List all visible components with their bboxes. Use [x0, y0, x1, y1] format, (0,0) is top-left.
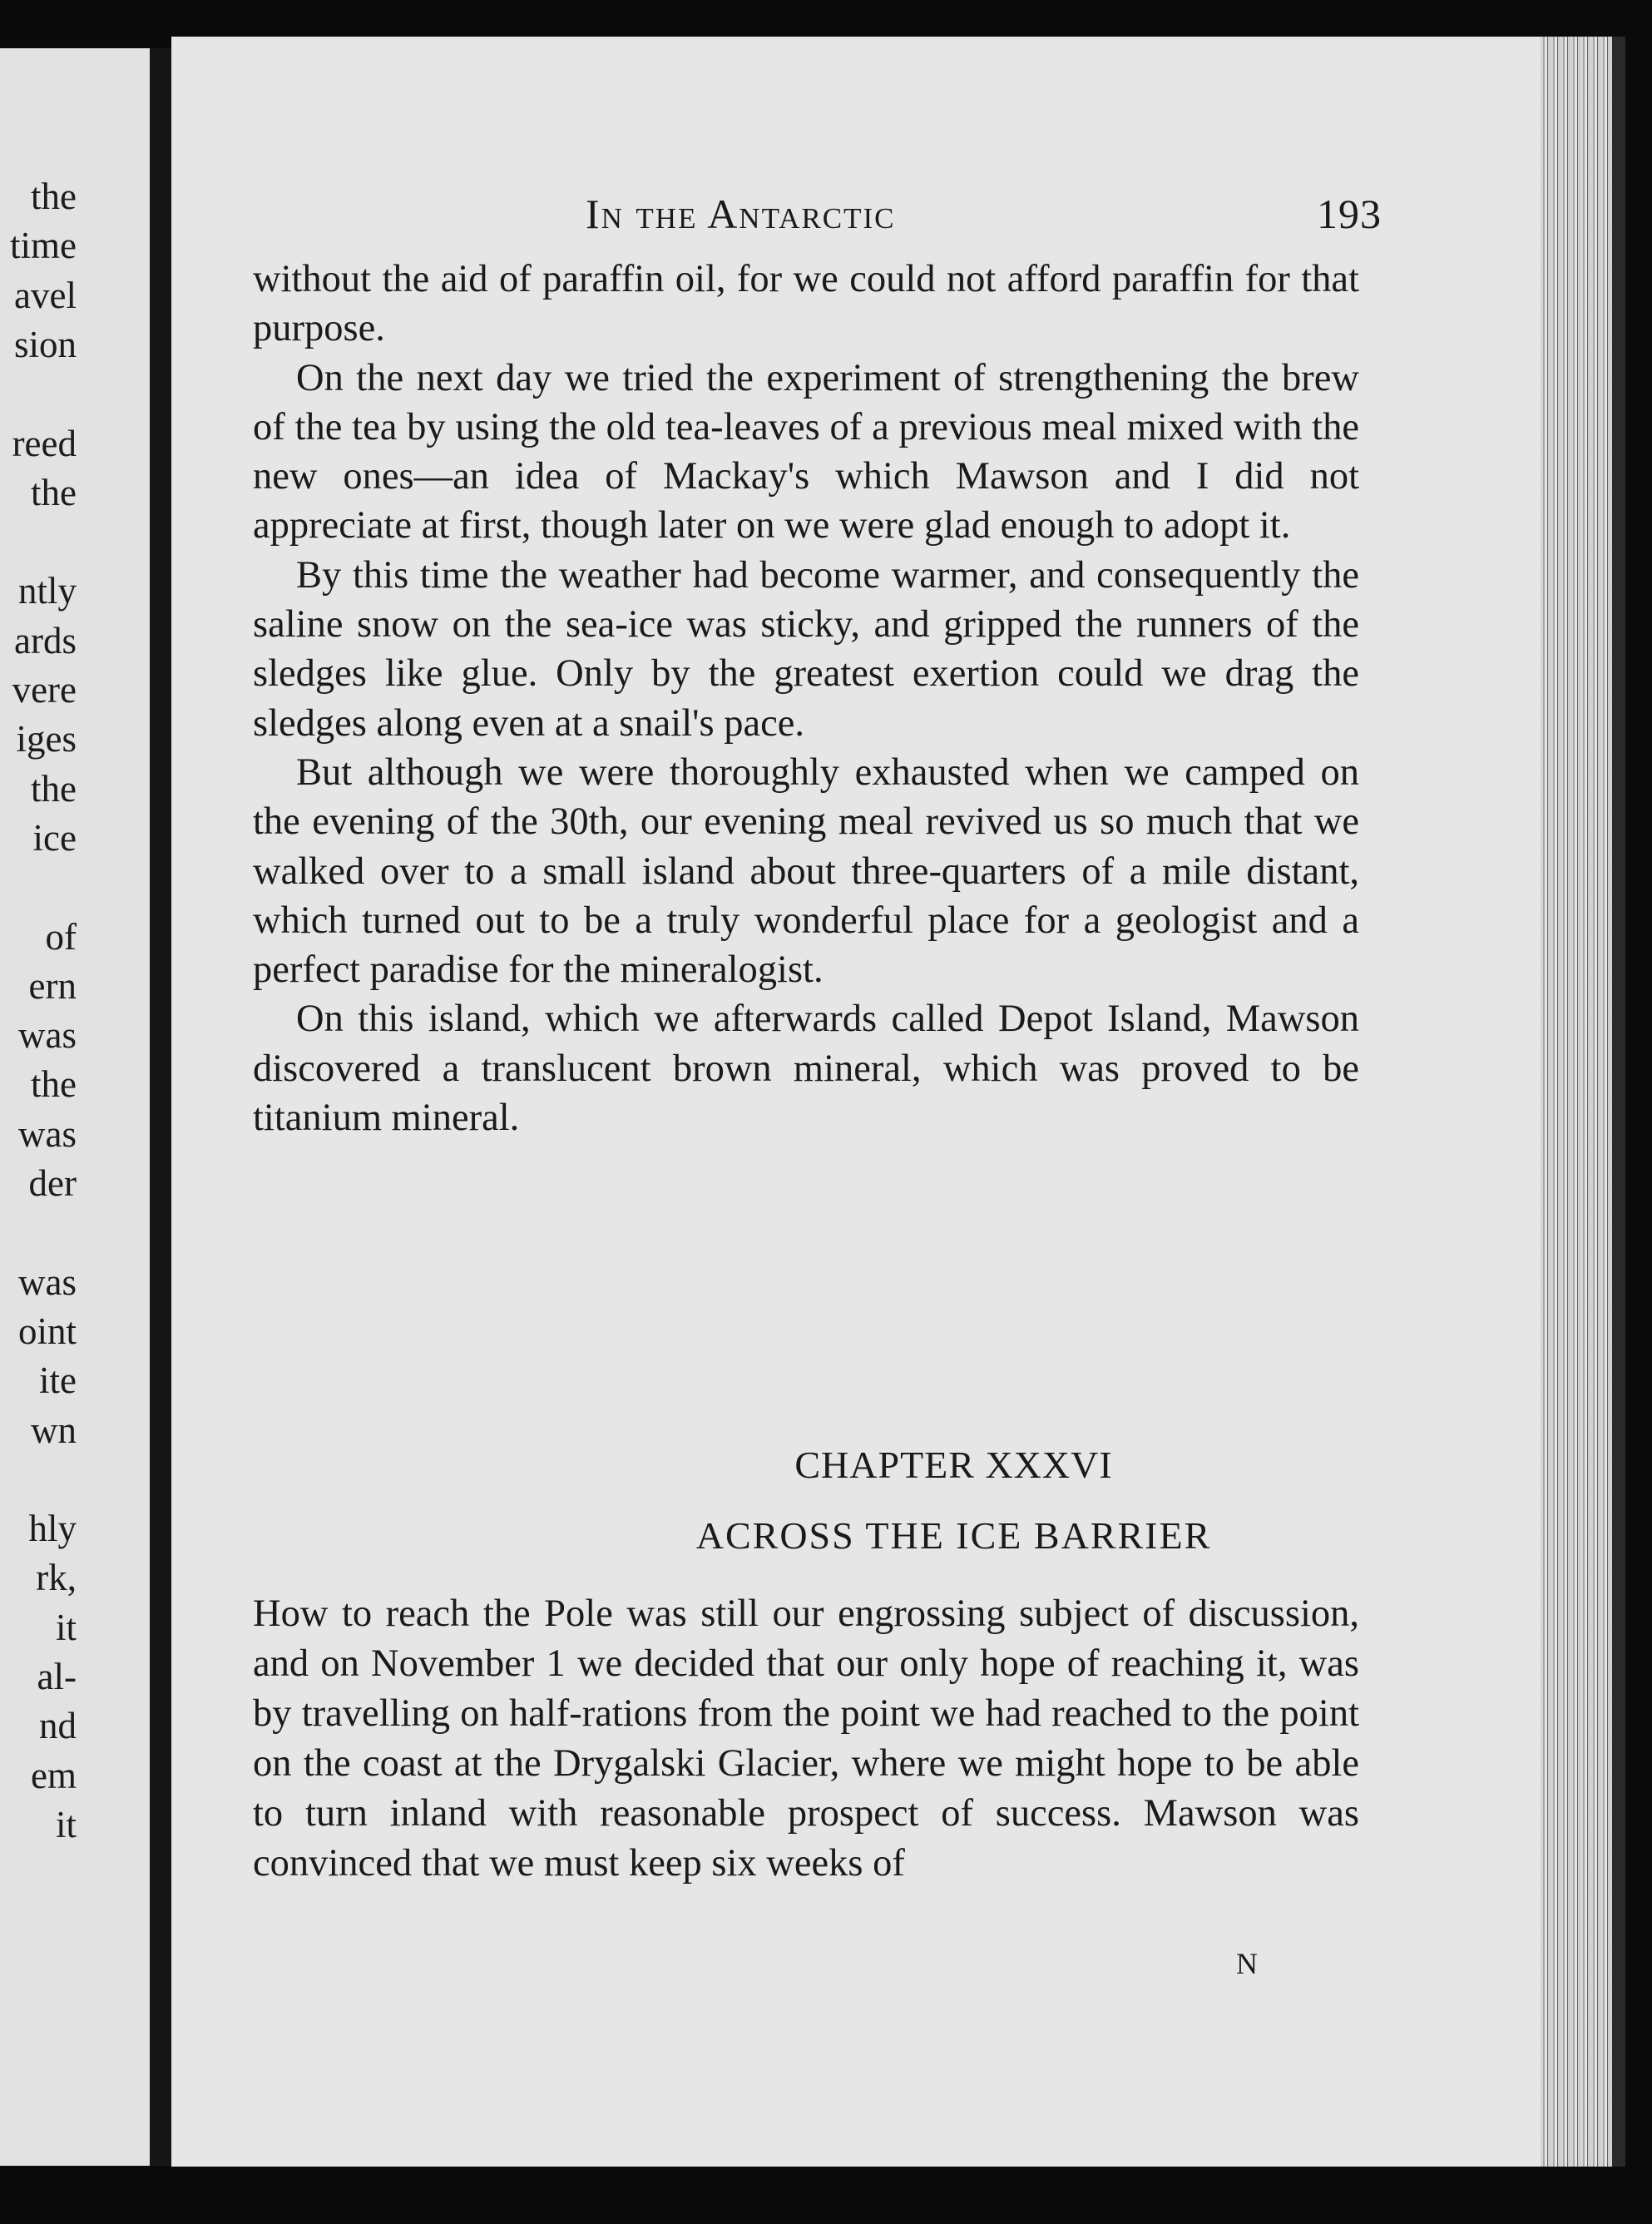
facing-page-left [0, 48, 156, 2166]
facing-page-line-fragment: der [28, 1162, 77, 1204]
facing-page-line-fragment: the [31, 1063, 77, 1106]
chapter-number: CHAPTER XXXVI [794, 1444, 1113, 1486]
facing-page-line-fragment: was [18, 1014, 77, 1057]
facing-page-line-fragment: ntly [17, 570, 77, 612]
paragraph: But although we were thoroughly exhausted when we camped on the evening of the 30th, our evening meal revived us so much that we walked over to a small island about three-quarters of a mile distant, which turned out to be a truly wonderful place for a geologist and a perfect paradise for the mineralogist. [253, 750, 1359, 992]
facing-page-line-fragment: sion [13, 323, 77, 365]
page-number: 193 [1317, 191, 1382, 237]
page-edges [1541, 37, 1624, 2167]
chapter-title: ACROSS THE ICE BARRIER [695, 1514, 1212, 1557]
facing-page-line-fragment: reed [12, 422, 77, 464]
facing-page-line-fragment: of [45, 915, 77, 958]
facing-page-line-fragment: em [31, 1754, 77, 1796]
facing-page-line-fragment: iges [16, 718, 77, 760]
facing-page-line-fragment: avel [14, 274, 77, 316]
facing-page-line-fragment: nd [39, 1705, 77, 1747]
facing-page-line-fragment: it [55, 1803, 77, 1845]
printer-signature-mark: N [1236, 1947, 1258, 1980]
running-head: In the Antarctic [586, 191, 896, 237]
facing-page-line-fragment: the [31, 767, 77, 810]
page-edge-shadow [1612, 37, 1625, 2167]
page-header [171, 176, 1623, 235]
paragraph: On this island, which we afterwards called Depot Island, Mawson discovered a translucent brown mineral, which was proved to be titanium mineral. [253, 998, 1359, 1140]
facing-page-line-fragment: rk, [36, 1557, 77, 1599]
facing-page-line-fragment: wn [31, 1409, 77, 1451]
chapter-body-text [253, 1589, 1359, 1889]
facing-page-line-fragment: ite [39, 1360, 77, 1402]
facing-page-line-fragment: vere [12, 669, 77, 711]
book-gutter [150, 48, 171, 2166]
paragraph: How to reach the Pole was still our engrossing subject of discussion, and on November 1 we decided that our only hope of reaching it, was by travelling on half-rations from the point we had reached to the point on the coast at the Drygalski Glacier, where we might hope to be able to turn inland with reasonable prospect of success. Mawson was convinced that we must keep six weeks of [253, 1592, 1359, 1885]
facing-page-line-fragment: ern [28, 964, 77, 1007]
body-text [253, 255, 1359, 1142]
facing-page-line-fragment: oint [17, 1310, 77, 1352]
facing-page-line-fragment: ice [32, 816, 77, 859]
facing-page-line-fragment: the [31, 176, 77, 217]
paragraph: By this time the weather had become warmer, and consequently the saline snow on the sea-ice was sticky, and gripped the runners of the sledges like glue. Only by the greatest exertion could we drag the sledges along even at a snail's pace. [253, 553, 1359, 745]
facing-page-line-fragment: ards [14, 619, 77, 661]
facing-page-line-fragment: al- [37, 1656, 77, 1697]
book-page [171, 37, 1623, 2167]
paragraph: On the next day we tried the experiment of strengthening the brew of the tea by using the old tea-leaves of a previous meal mixed with the new ones—an idea of Mackay's which Mawson and I did not appreciate at first, though later on we were glad enough to adopt it. [253, 356, 1359, 547]
facing-page-line-fragment: it [55, 1606, 77, 1648]
paragraph: without the aid of paraffin oil, for we could not afford paraffin for that purpose. [253, 258, 1359, 350]
facing-page-line-fragment: time [10, 225, 77, 267]
facing-page-line-fragment: was [18, 1112, 77, 1155]
scan-top-edge [0, 0, 1652, 37]
facing-page-line-fragment: the [31, 471, 77, 513]
facing-page-line-fragment: was [18, 1261, 77, 1303]
facing-page-line-fragment: hly [28, 1508, 77, 1550]
